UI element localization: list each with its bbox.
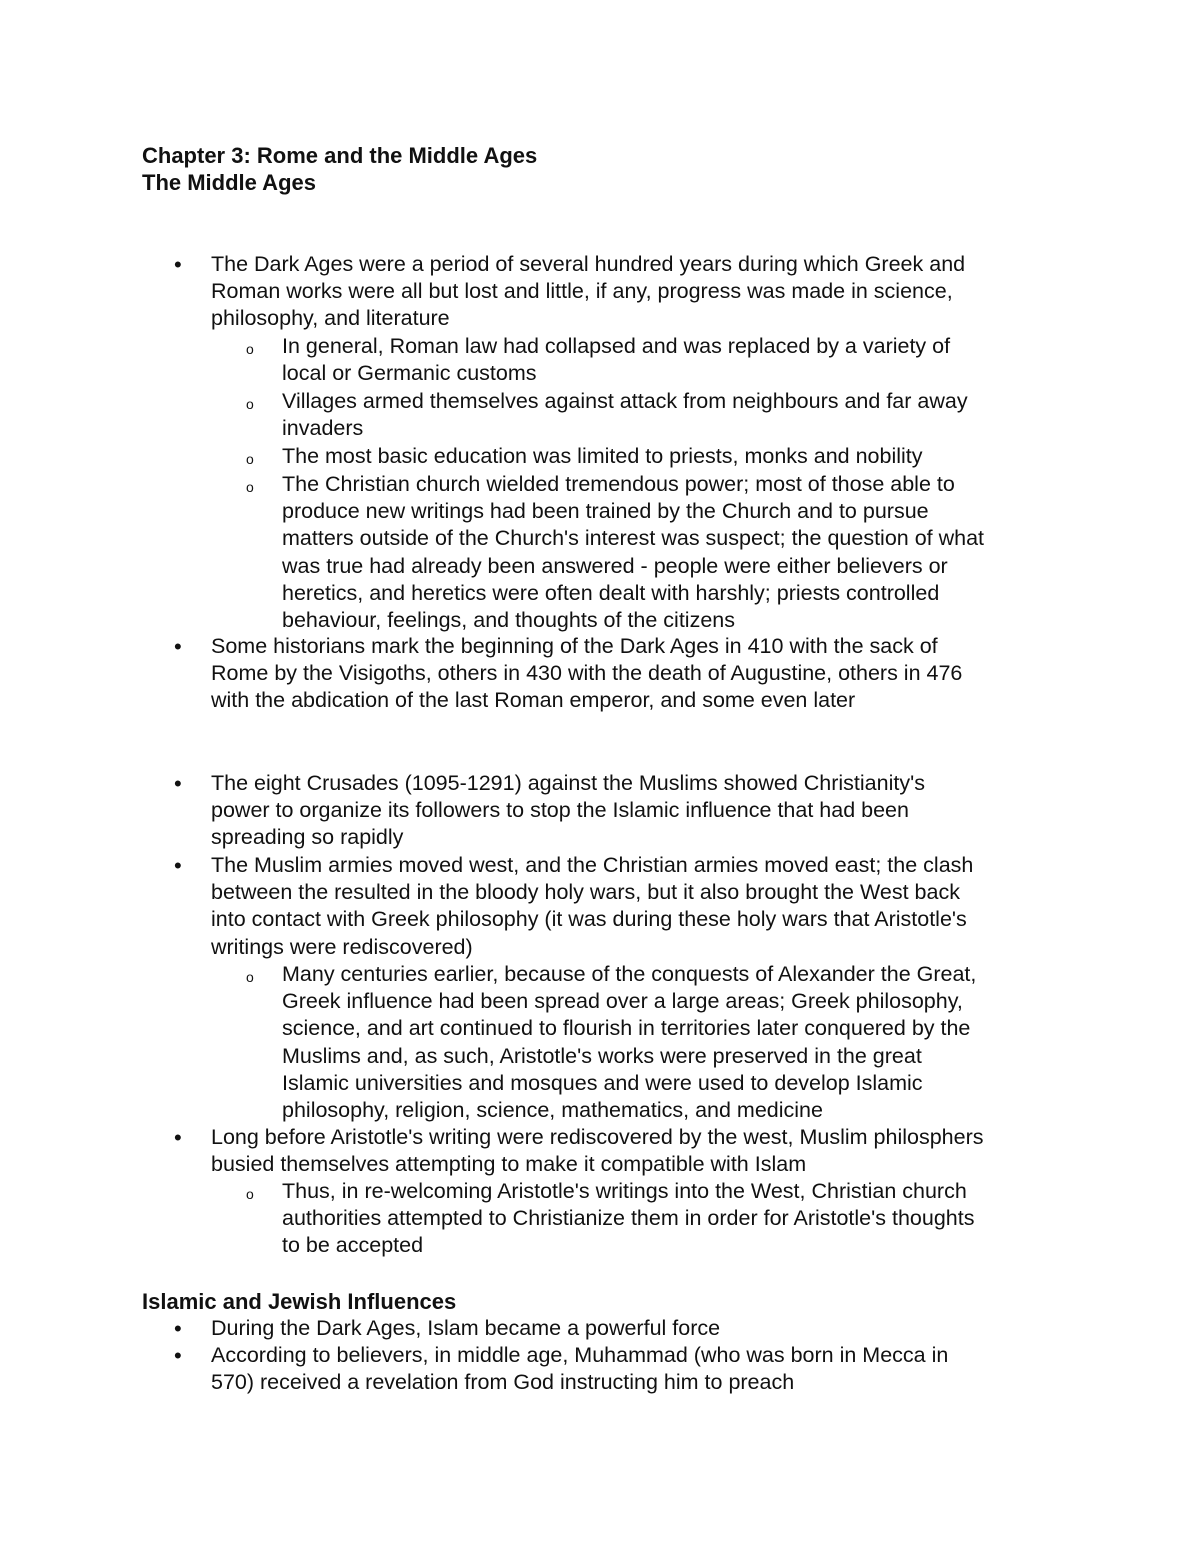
text-line: writings were rediscovered) <box>211 934 473 959</box>
sub-bullet-item <box>282 961 1082 1124</box>
text-line: spreading so rapidly <box>211 825 404 850</box>
sub-bullet-glyph: o <box>246 1186 254 1202</box>
text-line: The Christian church wielded tremendous power; most of those able to <box>282 472 955 496</box>
text-line: Many centuries earlier, because of the conquests of Alexander the Great, <box>282 962 977 986</box>
sub-bullet-glyph: o <box>246 451 254 467</box>
text-line: philosophy, religion, science, mathematics, and medicine <box>282 1098 823 1123</box>
bullet-item <box>211 1315 1091 1342</box>
text-line: busied themselves attempting to make it compatible with Islam <box>211 1152 807 1177</box>
text-line: The Dark Ages were a period of several hundred years during which Greek and <box>211 252 966 276</box>
sub-bullet-glyph: o <box>246 479 254 495</box>
sub-bullet-item <box>282 443 1082 470</box>
text-line: philosophy, and literature <box>211 306 450 331</box>
text-line: matters outside of the Church's interest was suspect; the question of what <box>282 526 985 551</box>
bullet-glyph: • <box>174 1316 182 1341</box>
text-line: Muslims and, as such, Aristotle's works were preserved in the great <box>282 1043 922 1068</box>
text-line: into contact with Greek philosophy (it was during these holy wars that Aristotle's <box>211 907 967 932</box>
text-line: The eight Crusades (1095-1291) against the Muslims showed Christianity's <box>211 771 925 795</box>
bullet-glyph: • <box>174 252 182 277</box>
section2-title: Islamic and Jewish Influences <box>142 1289 457 1314</box>
bullet-glyph: • <box>174 853 182 878</box>
text-line: During the Dark Ages, Islam became a powerful force <box>211 1316 721 1340</box>
text-line: Islamic universities and mosques and were used to develop Islamic <box>282 1070 923 1095</box>
text-line: heretics, and heretics were often dealt with harshly; priests controlled <box>282 580 940 605</box>
bullet-item <box>211 770 1091 852</box>
chapter-title: Chapter 3: Rome and the Middle Ages <box>142 143 538 168</box>
bullet-glyph: • <box>174 1343 182 1368</box>
text-line: Some historians mark the beginning of the Dark Ages in 410 with the sack of <box>211 634 938 658</box>
bullet-glyph: • <box>174 771 182 796</box>
text-line: 570) received a revelation from God instructing him to preach <box>211 1370 795 1395</box>
bullet-item <box>211 852 1091 961</box>
sub-bullet-item <box>282 471 1082 634</box>
text-line: According to believers, in middle age, Muhammad (who was born in Mecca in <box>211 1343 949 1367</box>
text-line: In general, Roman law had collapsed and was replaced by a variety of <box>282 334 951 358</box>
sub-bullet-glyph: o <box>246 341 254 357</box>
sub-bullet-item <box>282 1178 1082 1260</box>
section-title: The Middle Ages <box>142 170 316 195</box>
text-line: produce new writings had been trained by the Church and to pursue <box>282 499 929 524</box>
sub-bullet-item <box>282 388 1082 442</box>
text-line: Rome by the Visigoths, others in 430 with the death of Augustine, others in 476 <box>211 661 963 686</box>
text-line: invaders <box>282 416 364 441</box>
text-line: Greek influence had been spread over a large areas; Greek philosophy, <box>282 989 963 1014</box>
text-line: science, and art continued to flourish in territories later conquered by the <box>282 1016 971 1041</box>
bullet-item <box>211 1124 1091 1178</box>
bullet-glyph: • <box>174 1125 182 1150</box>
bullet-glyph: • <box>174 634 182 659</box>
text-line: Long before Aristotle's writing were rediscovered by the west, Muslim philosphers <box>211 1125 984 1149</box>
text-line: The Muslim armies moved west, and the Christian armies moved east; the clash <box>211 853 974 877</box>
text-line: power to organize its followers to stop the Islamic influence that had been <box>211 798 909 823</box>
text-line: Villages armed themselves against attack from neighbours and far away <box>282 389 968 413</box>
text-line: Roman works were all but lost and little, if any, progress was made in science, <box>211 279 953 304</box>
bullet-item <box>211 633 1091 715</box>
text-line: Thus, in re-welcoming Aristotle's writings into the West, Christian church <box>282 1179 967 1203</box>
text-line: local or Germanic customs <box>282 361 537 386</box>
text-line: to be accepted <box>282 1233 424 1258</box>
text-line: The most basic education was limited to priests, monks and nobility <box>282 444 923 468</box>
sub-bullet-glyph: o <box>246 969 254 985</box>
text-line: with the abdication of the last Roman emperor, and some even later <box>211 688 856 713</box>
sub-bullet-item <box>282 333 1082 387</box>
sub-bullet-glyph: o <box>246 396 254 412</box>
text-line: authorities attempted to Christianize them in order for Aristotle's thoughts <box>282 1206 975 1231</box>
text-line: behaviour, feelings, and thoughts of the citizens <box>282 608 736 633</box>
text-line: was true had already been answered - people were either believers or <box>282 553 948 578</box>
bullet-item <box>211 251 1091 333</box>
text-line: between the resulted in the bloody holy wars, but it also brought the West back <box>211 880 960 905</box>
bullet-item <box>211 1342 1091 1396</box>
